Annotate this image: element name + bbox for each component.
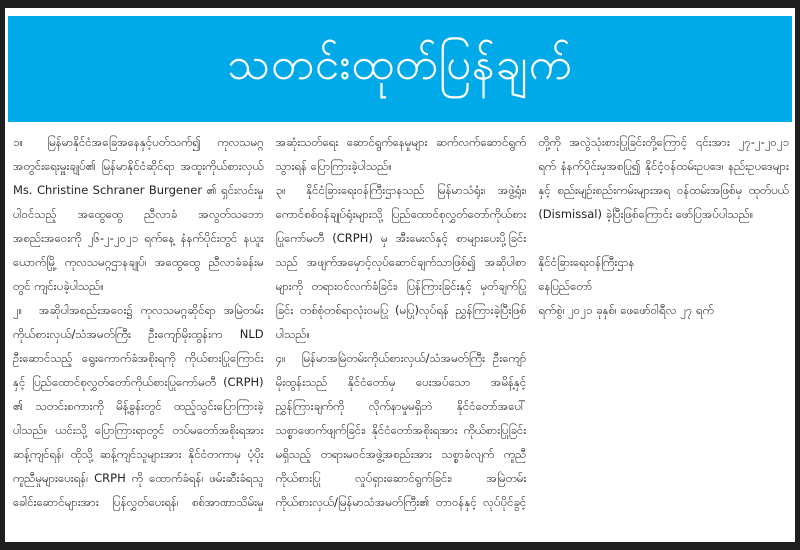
title-banner (8, 16, 792, 122)
paragraph-3 (276, 178, 527, 346)
paragraph-number: ၃။ (275, 183, 286, 197)
signature-date: ရက်စွဲ၊ ၂၀၂၁ ခုနှစ်၊ ဖေဖော်ဝါရီလ ၂၇ ရက် (538, 303, 714, 317)
signature-block (538, 250, 789, 322)
press-release-body (13, 130, 789, 535)
paragraph-text: မြန်မာနိုင်ငံအခြေအနေနှင့်ပတ်သက်၍ ကုလသမဂ္ဂ အတွင်းရေးမှူးချုပ်၏ မြန်မာနိုင်ငံဆိုင်ရာ အထူးကိုယ်စားလှယ် Ms. Christine Schraner Burgener ၏ ရှင်းလင်းမှုပါဝင်သည့် အထွေထွေ ညီလာခံ အလွတ်သဘောအစည်းအဝေးကို ၂၆-၂-၂၀၂၁ ရက်နေ့ နံနက်ပိုင်းတွင် နယူးယောက်မြို့ ကုလသမဂ္ဂဌာနချုပ်၊ အထွေထွေ ညီလာခံခန်းမတွင် ကျင်းပခဲ့ပါသည်။ (13, 135, 264, 293)
paragraph-1 (13, 130, 264, 298)
paragraph-text: မြန်မာအမြဲတမ်းကိုယ်စားလှယ်/သံအမတ်ကြီး ဦးကျော်မိုးထွန်းသည် နိုင်ငံတော်မှ ပေးအပ်သော အမိန့်နှင့် ညွှန်ကြားချက်ကို လိုက်နာမှုမရှိဘဲ နိုင်ငံတော်အပေါ် သစ္စာဖောက်ဖျက်ခြင်း၊ နိုင်ငံတော်အစိုးရအား ကိုယ်စားပြုခြင်းမရှိသည့် တရားမဝင်အဖွဲ့အစည်းအား သစ္စာခံလျက် ကူညီကိုယ်စားပြု လှုပ်ရှားဆောင်ရွက်ခြင်း၊ အမြဲတမ်းကိုယ်စားလှယ်/မြန်မာသံအမတ်ကြီး၏ တာဝန်နှင့် လုပ်ပိုင်ခွင့်တို့ကို အလွဲသုံးစားပြုခြင်းတို့ကြောင့် ၎င်းအား ၂၇-၂-၂၀၂၁ ရက် နံနက်ပိုင်းမှအစပြု၍ နိုင်ငံ့ဝန်ထမ်းဥပဒေ၊ နည်းဥပဒေများနှင့် စည်းမျဉ်းစည်းကမ်းများအရ ဝန်ထမ်းအဖြစ်မှ ထုတ်ပယ် (Dismissal) ခဲ့ပြီးဖြစ်ကြောင်း ဖော်ပြအပ်ပါသည်။ (275, 135, 789, 509)
page-title: သတင်းထုတ်ပြန်ချက် (227, 39, 573, 90)
paragraph-number: ၁။ (13, 135, 23, 149)
press-release (5, 8, 795, 542)
paragraph-number: ၂။ (13, 303, 23, 317)
paragraph-text: နိုင်ငံခြားရေးဝန်ကြီးဌာနသည် မြန်မာသံရုံး၊ အဖွဲ့ရုံး၊ ကောင်စစ်ဝန်ချုပ်ရုံးများသို့ ပြည်ထောင်စုလွှတ်တော်ကိုယ်စားပြုကော်မတီ (CRPH) မှ အီးမေးလ်နှင့် စာများပေးပို့ခြင်းသည် အဖျက်အမှောင့်လုပ်ဆောင်ချက်သာဖြစ်၍ အဆိုပါစာများကို တရားဝင်လက်ခံခြင်း၊ ပြန်ကြားခြင်းနှင့် မှတ်ချက်ပြုခြင်း တစ်စုံတစ်ရာလုံးဝမပြု (မပြု)လုပ်ရန် ညွှန်ကြားခဲ့ပြီးဖြစ်ပါသည်။ (275, 183, 527, 341)
paragraph-text: အဆိုပါအစည်းအဝေး၌ ကုလသမဂ္ဂဆိုင်ရာ အမြဲတမ်းကိုယ်စားလှယ်/သံအမတ်ကြီး ဦးကျော်မိုးထွန်းက NLD ဦးဆောင်သည့် ရွေးကောက်ခံအစိုးရကို ကိုယ်စားပြုကြောင်းနှင့် ပြည်ထောင်စုလွှတ်တော်ကိုယ်စားပြုကော်မတီ (CRPH) ၏ သတင်းစကားကို မိန့်ခွန်းတွင် ထည့်သွင်းပြောကြားခဲ့ပါသည်။ ယင်းသို့ ပြောကြားရာတွင် တပ်မတော်အစိုးရအား ဆန့်ကျင်ရန်၊ ထိုသို့ ဆန့်ကျင်သူများအား နိုင်ငံတကာမှ ပံ့ပိုးကူညီမှုများပေးရန်၊ CRPH ကို ထောက်ခံရန်၊ ဖမ်းဆီးခံရသူ ခေါင်းဆောင်များအား ပြန်လွှတ်ပေးရန်၊ စစ်အာဏာသိမ်းမှုအဆုံးသတ်ရေး ဆောင်ရွက်နေမှုများ ဆက်လက်ဆောင်ရွက်သွားရန် ပြောကြားခဲ့ပါသည်။ (13, 135, 527, 509)
signature-place: နေပြည်တော် (538, 279, 593, 293)
paragraph-number: ၄။ (275, 351, 286, 365)
signature-ministry: နိုင်ငံခြားရေးဝန်ကြီးဌာန (538, 255, 635, 269)
